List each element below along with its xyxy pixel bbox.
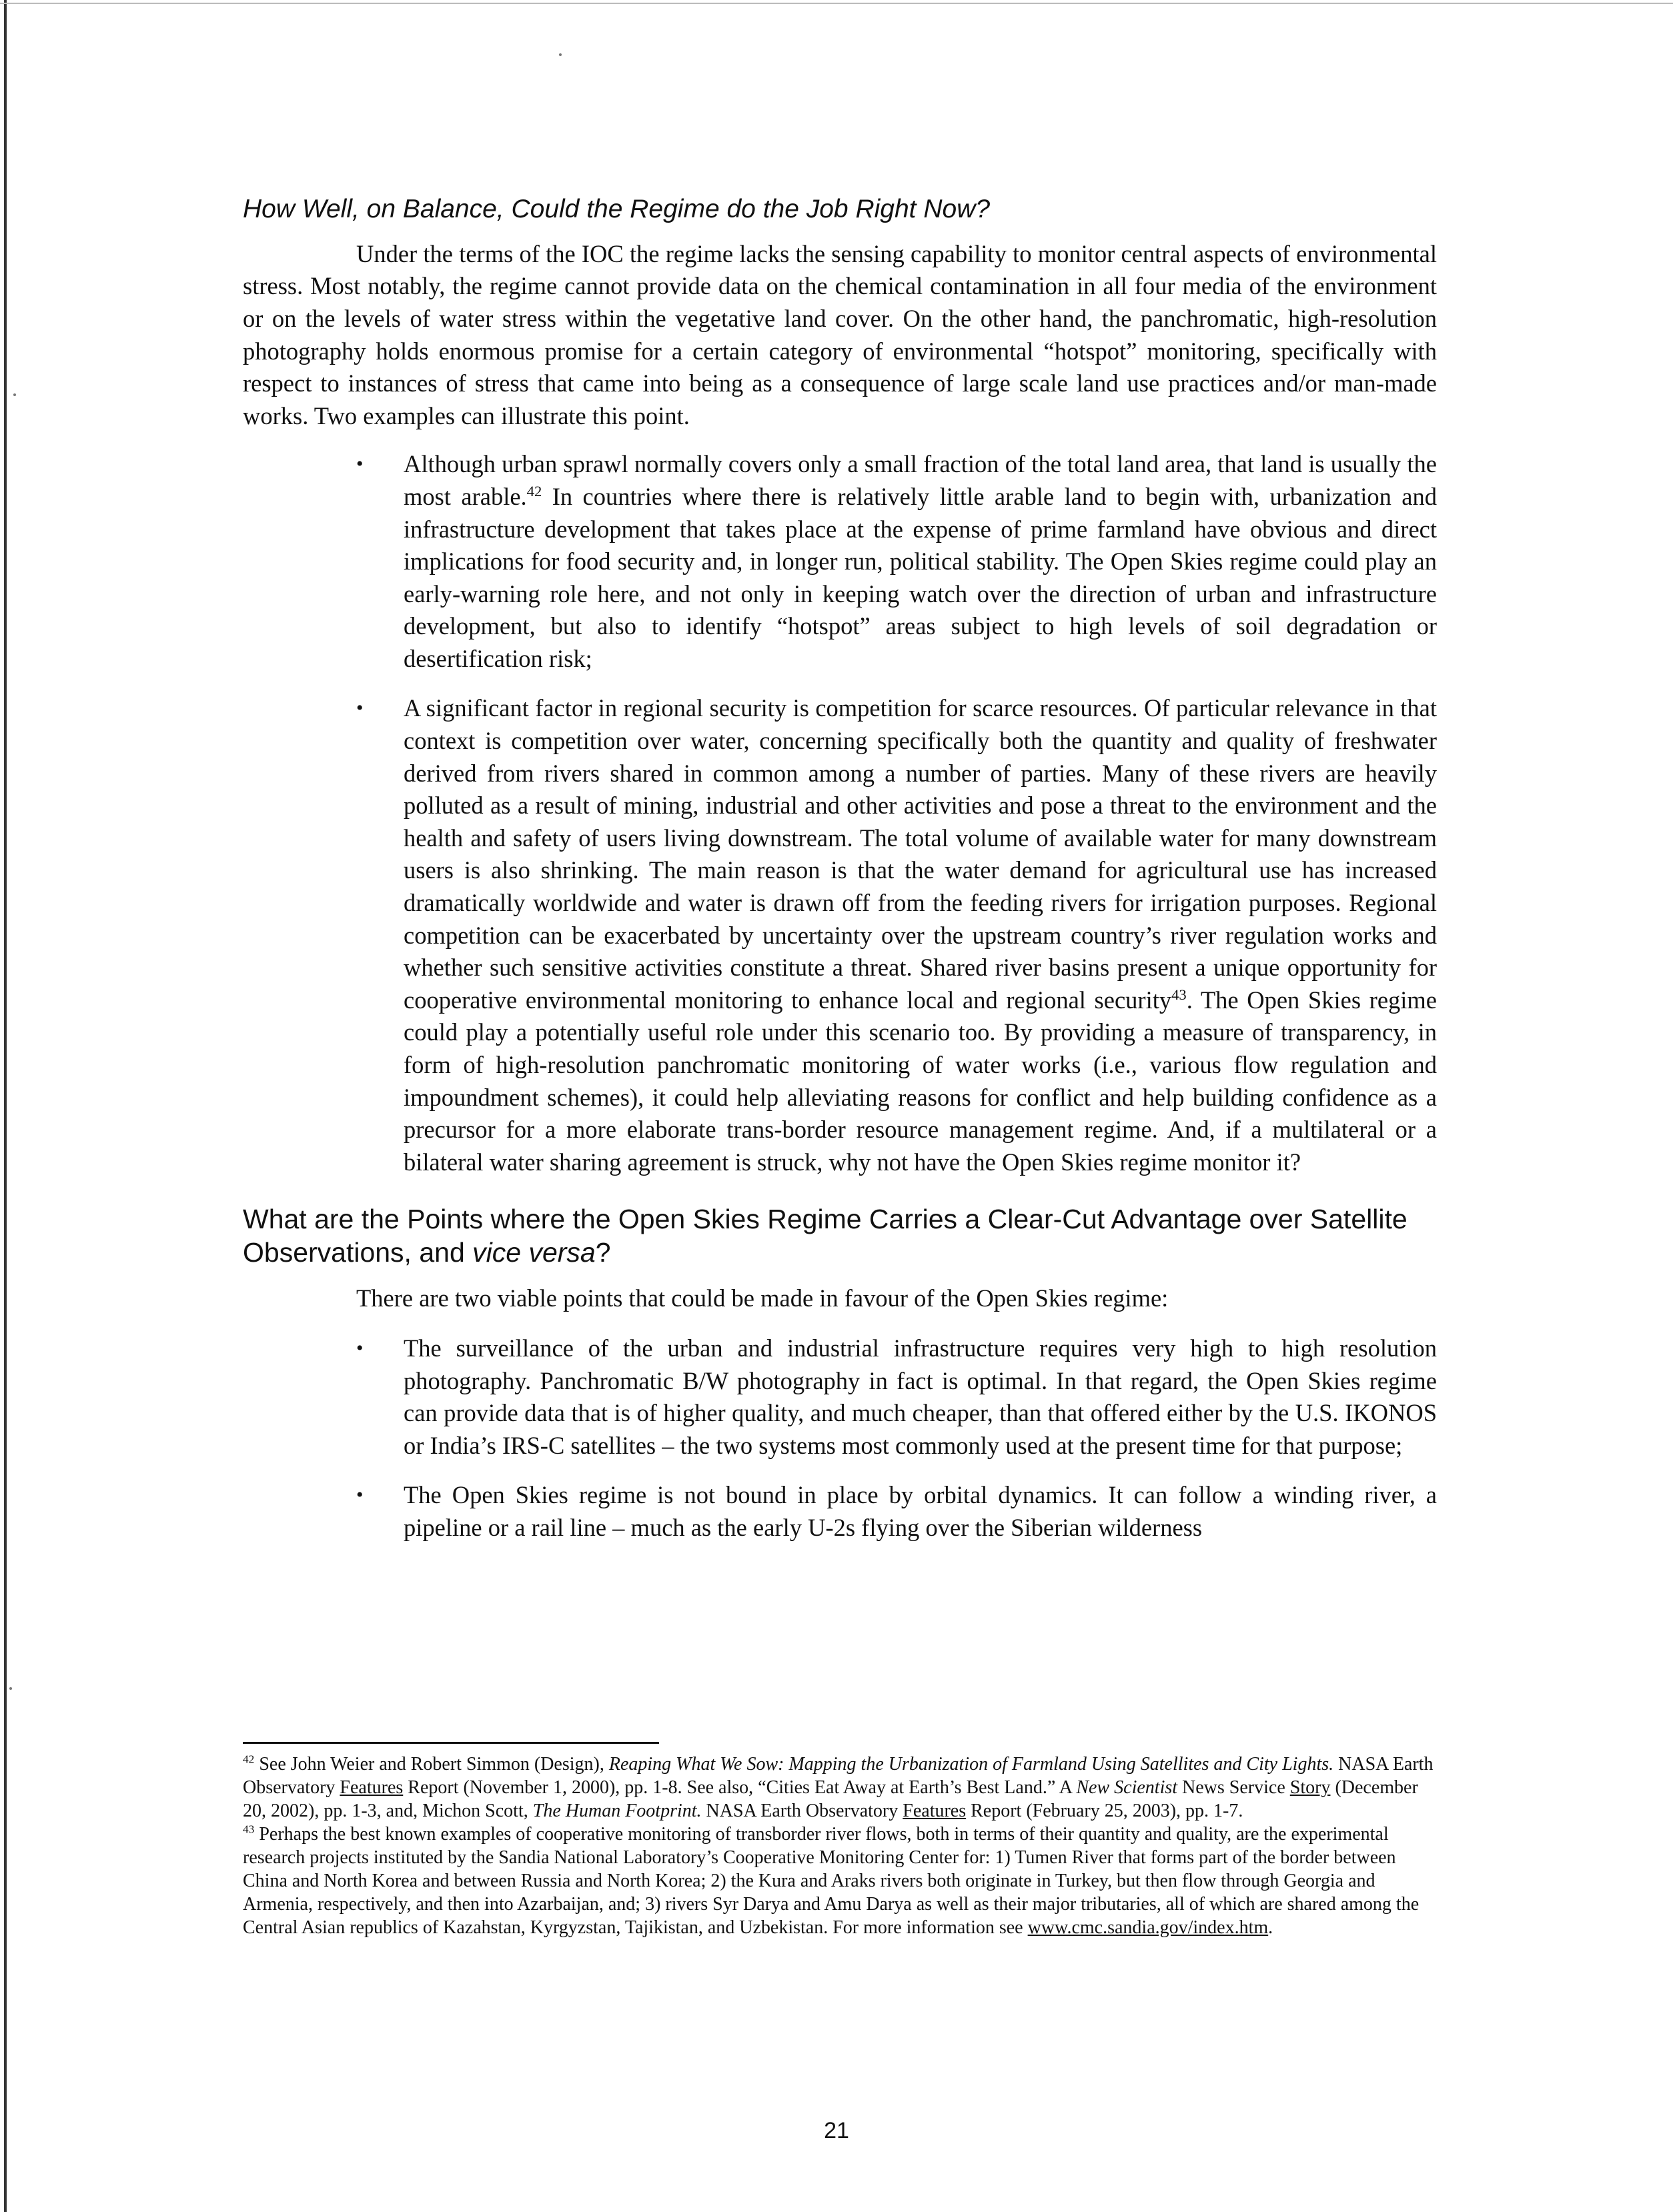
footnote-42: $^{42}$ See John Weier and Robert Simmon (Design), Reaping What We Sow: Mapping the Urbanization of Farmland Using Satellites and City Lights. NASA Earth Observatory Features Report (November 1, 2000), pp. 1-8. See also, “Cities Eat Away at Earth’s Best Land.” A New Scientist News Service Story (December 20, 2002), pp. 1-3, and, Michon Scott, The Human Footprint. NASA Earth Observatory Features Report (February 25, 2003), pp. 1-7. <box>243 1753 1434 1821</box>
link-story[interactable]: Story <box>1289 1777 1331 1798</box>
lead-paragraph: There are two viable points that could be made in favour of the Open Skies regime: <box>356 1284 1169 1312</box>
body-paragraph: Under the terms of the IOC the regime lacks the sensing capability to monitor central aspects of environmental stress. Most notably, the regime cannot provide data on the chemical contamination in all four media of the environment or on the levels of water stress within the vegetative land cover. On the other hand, the panchromatic, high-resolution photography holds enormous promise for a certain category of environmental “hotspot” monitoring, specifically with respect to instances of stress that came into being as a consequence of large scale land use practices and/or man-made works. Two examples can illustrate this point. <box>243 239 1437 429</box>
bullet-icon: • <box>356 453 364 475</box>
scan-speck <box>13 393 16 396</box>
bullet-list-examples <box>243 448 1437 1178</box>
footnotes <box>243 1753 1437 1939</box>
scan-speck <box>9 1687 12 1690</box>
link-cmc-sandia[interactable]: www.cmc.sandia.gov/index.htm <box>1027 1917 1269 1938</box>
bullet-list-advantages <box>243 1332 1437 1544</box>
footnote-separator <box>243 1742 659 1744</box>
section-heading-advantage: What are the Points where the Open Skies Regime Carries a Clear-Cut Advantage over Satellite Observations, and vice versa? <box>243 1204 1408 1268</box>
footnote-ref-42[interactable]: 42 <box>526 482 542 499</box>
bullet-item-urban-sprawl <box>243 448 1437 675</box>
bullet-text: . The Open Skies regime could play a potentially useful role under this scenario too. By providing a measure of transparency, in form of high-resolution panchromatic monitoring of water works (i.e., various flow regulation and impoundment schemes), it could help alleviating reasons for conflict and help building confidence as a precursor for a more elaborate trans-border resource management regime. And, if a multilateral or a bilateral water sharing agreement is struck, why not have the Open Skies regime monitor it? <box>404 986 1437 1176</box>
bullet-item-water-competition <box>243 692 1437 1178</box>
bullet-text: A significant factor in regional security is competition for scarce resources. Of particular relevance in that context is competition over water, concerning specifically both the quantity and quality of freshwater derived from rivers shared in common among a number of parties. Many of these rivers are heavily polluted as a result of mining, industrial and other activities and pose a threat to the environment and the health and safety of users living downstream. The total volume of available water for many downstream users is also shrinking. The main reason is that the water demand for agricultural use has increased dramatically worldwide and water is drawn off from the feeding rivers for irrigation purposes. Regional competition can be exacerbated by uncertainty over the upstream country’s river regulation works and whether such sensitive activities constitute a threat. Shared river basins present a unique opportunity for cooperative environmental monitoring to enhance local and regional security <box>404 694 1437 1014</box>
scan-speck <box>559 53 562 56</box>
footnote-number: 43 <box>243 1823 255 1836</box>
section-heading-balance: How Well, on Balance, Could the Regime do the Job Right Now? <box>243 195 991 223</box>
heading-italic: vice versa <box>472 1237 596 1268</box>
link-features[interactable]: Features <box>903 1801 967 1821</box>
bullet-text: The Open Skies regime is not bound in place by orbital dynamics. It can follow a winding river, a pipeline or a rail line – much as the early U-2s flying over the Siberian wilderness <box>404 1481 1437 1541</box>
footnote-43: $^{43}$ Perhaps the best known examples of cooperative monitoring of transborder river flows, both in terms of their quantity and quality, are the experimental research projects instituted by the Sandia National Laboratory’s Cooperative Monitoring Center for: 1) Tumen River that forms part of the border between China and North Korea and between Russia and North Korea; 2) the Kura and Araks rivers both originate in Turkey, but then flow through Georgia and Armenia, respectively, and then into Azarbaijan, and; 3) rivers Syr Darya and Amu Darya as well as their major tributaries, all of which are shared among the Central Asian republics of Kazahstan, Kyrgyzstan, Tajikistan, and Uzbekistan. For more information see www.cmc.sandia.gov/index.htm. <box>243 1823 1420 1938</box>
bullet-item-orbital-dynamics <box>243 1479 1437 1544</box>
bullet-icon: • <box>356 1484 364 1506</box>
bullet-icon: • <box>356 1337 364 1359</box>
page-content <box>243 193 1437 1562</box>
bullet-text: The surveillance of the urban and industrial infrastructure requires very high to high resolution photography. Panchromatic B/W photography in fact is optimal. In that regard, the Open Skies regime can provide data that is of higher quality, and much cheaper, than that offered either by the U.S. IKONOS or India’s IRS-C satellites – the two systems most commonly used at the present time for that purpose; <box>404 1334 1437 1459</box>
bullet-text: Although urban sprawl normally covers only a small fraction of the total land area, that land is usually the most arable. <box>404 450 1437 510</box>
link-features[interactable]: Features <box>340 1777 404 1798</box>
bullet-icon: • <box>356 697 364 720</box>
page-number: 21 <box>824 2118 849 2143</box>
scan-edge <box>4 0 7 2212</box>
scan-edge-top <box>0 3 1673 4</box>
bullet-text: In countries where there is relatively little arable land to begin with, urbanization and infrastructure development that takes place at the expense of prime farmland have obvious and direct implications for food security and, in longer run, political stability. The Open Skies regime could play an early-warning role here, and not only in keeping watch over the direction of urban and infrastructure development, but also to identify “hotspot” areas subject to high levels of soil degradation or desertification risk; <box>404 482 1437 672</box>
footnote-number: 42 <box>243 1753 255 1766</box>
bullet-item-surveillance <box>243 1332 1437 1462</box>
footnote-ref-43[interactable]: 43 <box>1171 986 1187 1003</box>
